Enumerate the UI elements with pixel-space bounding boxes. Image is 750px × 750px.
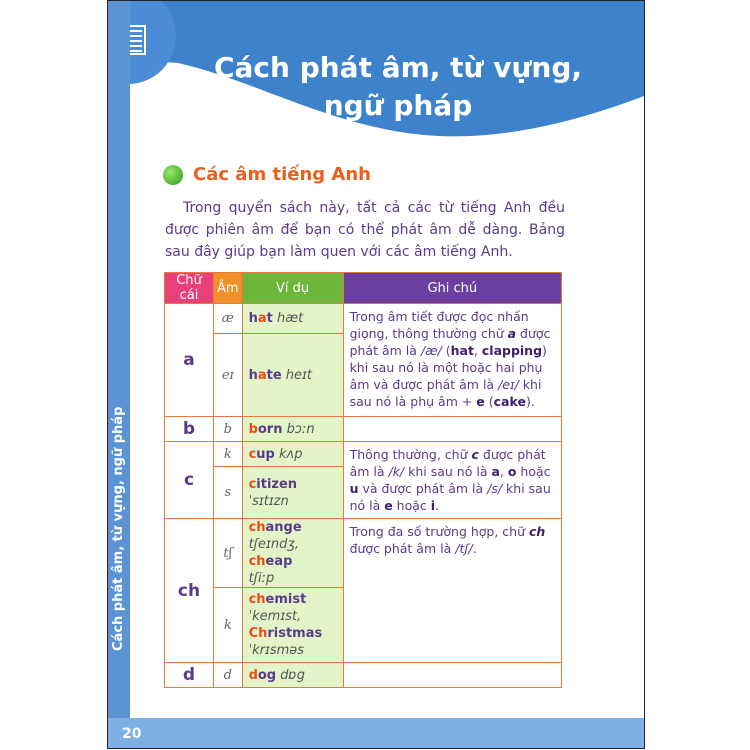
example-ipa: ˈkemɪst, bbox=[248, 609, 302, 624]
example-cell bbox=[242, 663, 343, 688]
note-text: , bbox=[499, 464, 508, 479]
table-row bbox=[165, 442, 562, 467]
page-number: 20 bbox=[122, 726, 142, 742]
col-note: Ghi chú bbox=[343, 273, 561, 304]
example-word-rest: ange bbox=[265, 520, 302, 535]
example-word-rest: eap bbox=[265, 554, 293, 569]
note-text: ( bbox=[484, 394, 494, 409]
note-text: khi sau nó là bbox=[404, 464, 492, 479]
example-ipa: ˈsɪtɪzn bbox=[248, 493, 289, 509]
example-ipa: kʌp bbox=[278, 446, 303, 462]
note-text: được phát âm là bbox=[349, 447, 546, 479]
sound-cell: k bbox=[214, 588, 243, 663]
example-word-rest: orn bbox=[257, 421, 283, 437]
col-example: Ví dụ bbox=[242, 273, 343, 304]
book-page bbox=[107, 0, 645, 749]
note-text: . bbox=[435, 498, 440, 513]
sounds-table bbox=[164, 272, 562, 688]
example-word-rest: up bbox=[256, 446, 275, 462]
intro-paragraph: Trong quyển sách này, tất cả các từ tiếng Anh đều được phiên âm để bạn có thể phát âm dễ dàng. Bảng sau đây giúp bạn làm quen với các âm tiếng Anh. bbox=[165, 200, 565, 260]
example-word-prefix: c bbox=[248, 476, 257, 492]
note-text: e bbox=[476, 394, 485, 409]
example-ipa: heɪt bbox=[285, 367, 312, 383]
example-word-prefix: ch bbox=[248, 520, 266, 535]
example-word-rest: te bbox=[266, 367, 282, 383]
table-row bbox=[165, 304, 562, 334]
note-cell bbox=[343, 519, 561, 663]
note-cell bbox=[343, 442, 561, 519]
example-word-rest: itizen bbox=[256, 476, 298, 492]
note-text: u bbox=[349, 481, 359, 496]
note-text: /eɪ/ bbox=[498, 377, 519, 392]
example-cell bbox=[242, 467, 343, 519]
sound-cell: s bbox=[214, 467, 243, 519]
note-text: c bbox=[471, 447, 479, 462]
note-text: khi sau nó là bbox=[349, 481, 551, 513]
note-cell bbox=[343, 663, 561, 688]
example-cell bbox=[242, 304, 343, 334]
note-text: e bbox=[384, 498, 393, 513]
letter-cell: ch bbox=[165, 519, 214, 663]
table-row bbox=[165, 519, 562, 588]
example-ipa: tʃiːp bbox=[248, 571, 275, 586]
note-text: cake bbox=[493, 394, 526, 409]
note-text: và được phát âm là bbox=[358, 481, 488, 496]
example-word-prefix: ch bbox=[248, 554, 266, 569]
example-word-prefix: ch bbox=[248, 592, 266, 607]
note-text: được phát âm là bbox=[349, 541, 456, 556]
sound-cell: tʃ bbox=[214, 519, 243, 588]
col-letter: Chữ cái bbox=[165, 273, 214, 304]
example-word-highlight: a bbox=[257, 367, 267, 383]
note-text: o bbox=[507, 464, 517, 479]
letter-cell: a bbox=[165, 304, 214, 417]
example-cell bbox=[242, 588, 343, 663]
example-word-rest: t bbox=[266, 311, 273, 326]
note-text: được phát âm là bbox=[349, 326, 551, 358]
example-cell bbox=[242, 519, 343, 588]
note-text: ) khi sau nó là một hoặc hai phụ âm và được phát âm là bbox=[349, 343, 547, 392]
note-text: ch bbox=[529, 524, 546, 539]
letter-cell: d bbox=[165, 663, 214, 688]
note-text: Trong âm tiết được đọc nhấn giọng, thông thường chữ bbox=[349, 309, 529, 341]
example-cell bbox=[242, 334, 343, 417]
side-label: Cách phát âm, từ vựng, ngữ pháp bbox=[111, 406, 126, 651]
note-text: a bbox=[491, 464, 500, 479]
example-ipa: bɔːn bbox=[286, 421, 315, 437]
example-word-prefix: d bbox=[248, 667, 258, 683]
example-ipa: hæt bbox=[276, 311, 304, 326]
sound-cell: b bbox=[214, 417, 243, 442]
example-word-rest: ristmas bbox=[267, 626, 323, 641]
note-text: a bbox=[507, 326, 517, 341]
example-word-prefix: h bbox=[248, 311, 258, 326]
note-text: hoặc bbox=[516, 464, 551, 479]
note-text: khi sau nó là phụ âm + bbox=[349, 377, 542, 409]
example-word-prefix: b bbox=[248, 421, 258, 437]
example-ipa: ˈkrɪsməs bbox=[248, 643, 305, 658]
table-row bbox=[165, 417, 562, 442]
note-text: /s/ bbox=[487, 481, 503, 496]
example-cell bbox=[242, 442, 343, 467]
example-word-highlight: a bbox=[257, 311, 267, 326]
letter-cell: c bbox=[165, 442, 214, 519]
note-text: /æ/ bbox=[420, 343, 442, 358]
note-text: /tʃ/ bbox=[455, 541, 473, 556]
section-title: Các âm tiếng Anh bbox=[193, 164, 371, 185]
example-word-prefix: Ch bbox=[248, 626, 268, 641]
letter-cell: b bbox=[165, 417, 214, 442]
footer-band bbox=[108, 718, 644, 748]
table-row bbox=[165, 663, 562, 688]
note-text: , bbox=[473, 343, 482, 358]
sound-cell: æ bbox=[214, 304, 243, 334]
example-word-prefix: c bbox=[248, 446, 257, 462]
example-word-prefix: h bbox=[248, 367, 258, 383]
section-heading bbox=[163, 164, 371, 185]
note-text: hat bbox=[450, 343, 474, 358]
green-bullet-icon bbox=[163, 165, 183, 185]
note-text: . bbox=[472, 541, 477, 556]
example-word-rest: og bbox=[257, 667, 277, 683]
example-word-rest: emist bbox=[265, 592, 307, 607]
sound-cell: eɪ bbox=[214, 334, 243, 417]
example-ipa: dɒg bbox=[280, 667, 306, 683]
note-cell bbox=[343, 304, 561, 417]
page-title: Cách phát âm, từ vựng, ngữ pháp bbox=[213, 51, 583, 122]
note-text: hoặc bbox=[392, 498, 431, 513]
col-sound: Âm bbox=[214, 273, 243, 304]
note-text: Trong đa số trường hợp, chữ bbox=[349, 524, 529, 539]
note-text: ). bbox=[525, 394, 535, 409]
note-text: clapping bbox=[481, 343, 543, 358]
note-text: Thông thường, chữ bbox=[349, 447, 472, 462]
sound-cell: d bbox=[214, 663, 243, 688]
example-cell bbox=[242, 417, 343, 442]
sound-cell: k bbox=[214, 442, 243, 467]
note-cell bbox=[343, 417, 561, 442]
note-text: ( bbox=[441, 343, 451, 358]
example-ipa: tʃeɪndʒ, bbox=[248, 537, 299, 552]
note-text: /k/ bbox=[388, 464, 405, 479]
note-text: i bbox=[430, 498, 436, 513]
